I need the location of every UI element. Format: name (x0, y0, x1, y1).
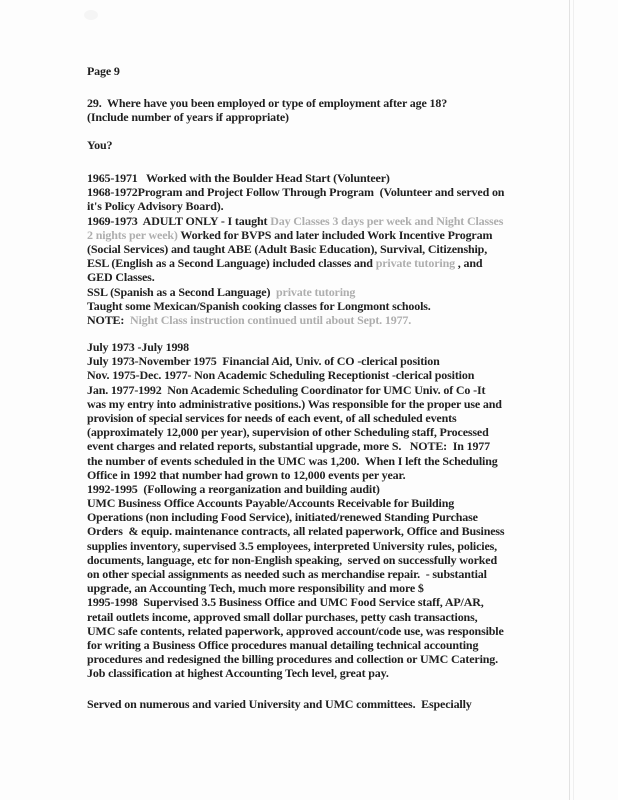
question-line: 29. Where have you been employed or type of employment after age 18? (87, 96, 448, 110)
doc-line (87, 256, 504, 270)
doc-line (87, 228, 504, 242)
doc-line: it's Policy Advisory Board). (87, 199, 224, 214)
doc-line: (approximately 12,000 per year), supervision of other Scheduling staff, Processed (87, 425, 489, 440)
doc-line: Nov. 1975-Dec. 1977- Non Academic Scheduling Receptionist -clerical position (87, 368, 475, 383)
prompt-label: You? (87, 138, 113, 152)
umc-employment-block (87, 340, 504, 681)
doc-line: GED Classes. (87, 270, 155, 285)
page-number: Page 9 (87, 64, 120, 78)
note-label: NOTE: (87, 312, 130, 327)
doc-line: documents, language, etc for non-English speaking, served on successfully worked (87, 552, 497, 567)
doc-line (87, 313, 504, 327)
doc-text: , and (457, 256, 483, 271)
doc-text: SSL (Spanish as a Second Language) (87, 284, 277, 299)
doc-line: (Social Services) and taught ABE (Adult Basic Education), Survival, Citizenship, (87, 241, 488, 256)
doc-line: July 1973-November 1975 Financial Aid, Univ. of CO -clerical position (87, 354, 440, 369)
doc-line: UMC safe contents, related paperwork, approved account/code use, was responsible (87, 623, 504, 638)
doc-line (87, 214, 504, 228)
doc-line: UMC Business Office Accounts Payable/Accounts Receivable for Building (87, 496, 455, 511)
faded-text: 2 nights per week) (87, 227, 181, 242)
faded-text: private tutoring (375, 256, 458, 271)
doc-line: the number of events scheduled in the UMC was 1,200. When I left the Scheduling (87, 453, 498, 468)
doc-line: procedures and redesigned the billing procedures and collection or UMC Catering. (87, 652, 499, 667)
prompt-block (87, 138, 112, 152)
doc-line: Taught some Mexican/Spanish cooking classes for Longmont schools. (87, 298, 431, 313)
doc-line: was my entry into administrative positions.) Was responsible for the proper use and (87, 396, 502, 411)
early-employment-block (87, 171, 504, 327)
closing-line: Served on numerous and varied University and UMC committees. Especially (87, 697, 472, 711)
question-block (87, 96, 447, 124)
doc-line: Job classification at highest Accounting Tech level, great pay. (87, 666, 389, 681)
faded-text: Night Class instruction continued until about Sept. 1977. (129, 312, 412, 327)
doc-line: event charges and related reports, substantial upgrade, more S. NOTE: In 1977 (87, 439, 491, 454)
faded-text: private tutoring (276, 284, 356, 299)
doc-line: 1968-1972Program and Project Follow Through Program (Volunteer and served on (87, 185, 505, 200)
scan-smudge (84, 10, 98, 20)
question-line: (Include number of years if appropriate) (87, 110, 289, 125)
doc-line: supplies inventory, supervised 3.5 employees, interpreted University rules, policies, (87, 538, 498, 553)
doc-line: retail outlets income, approved small dollar purchases, petty cash transactions, (87, 609, 478, 624)
doc-line: 1992-1995 (Following a reorganization and building audit) (87, 481, 380, 496)
doc-text: Worked for BVPS and later included Work Incentive Program (180, 227, 493, 242)
doc-line: on other special assignments as needed such as merchandise repair. - substantial (87, 567, 487, 581)
doc-line: provision of special services for needs of each event, of all scheduled events (87, 410, 457, 425)
doc-line: 1965-1971 Worked with the Boulder Head Start (Volunteer) (87, 171, 390, 185)
doc-text: ESL (English as a Second Language) included classes and (87, 256, 376, 271)
doc-line: upgrade, an Accounting Tech, much more responsibility and more $ (87, 581, 424, 596)
doc-line: Operations (non including Food Service), initiated/renewed Standing Purchase (87, 510, 478, 525)
scan-edge-line (569, 0, 574, 800)
page-number-block (87, 64, 120, 78)
doc-line: for writing a Business Office procedures manual detailing technical accounting (87, 637, 479, 652)
doc-text: 1969-1973 ADULT ONLY - I taught (87, 213, 271, 228)
doc-line: Office in 1992 that number had grown to 12,000 events per year. (87, 467, 406, 482)
doc-line: Orders & equip. maintenance contracts, all related paperwork, Office and Business (87, 524, 505, 539)
faded-text: Day Classes 3 days per week and Night Classes (270, 213, 504, 228)
doc-line: Jan. 1977-1992 Non Academic Scheduling Coordinator for UMC Univ. of Co -It (87, 382, 486, 397)
doc-line: 1995-1998 Supervised 3.5 Business Office and UMC Food Service staff, AP/AR, (87, 595, 484, 610)
doc-line (87, 285, 504, 299)
closing-block (87, 697, 472, 711)
doc-line: July 1973 -July 1998 (87, 340, 190, 354)
